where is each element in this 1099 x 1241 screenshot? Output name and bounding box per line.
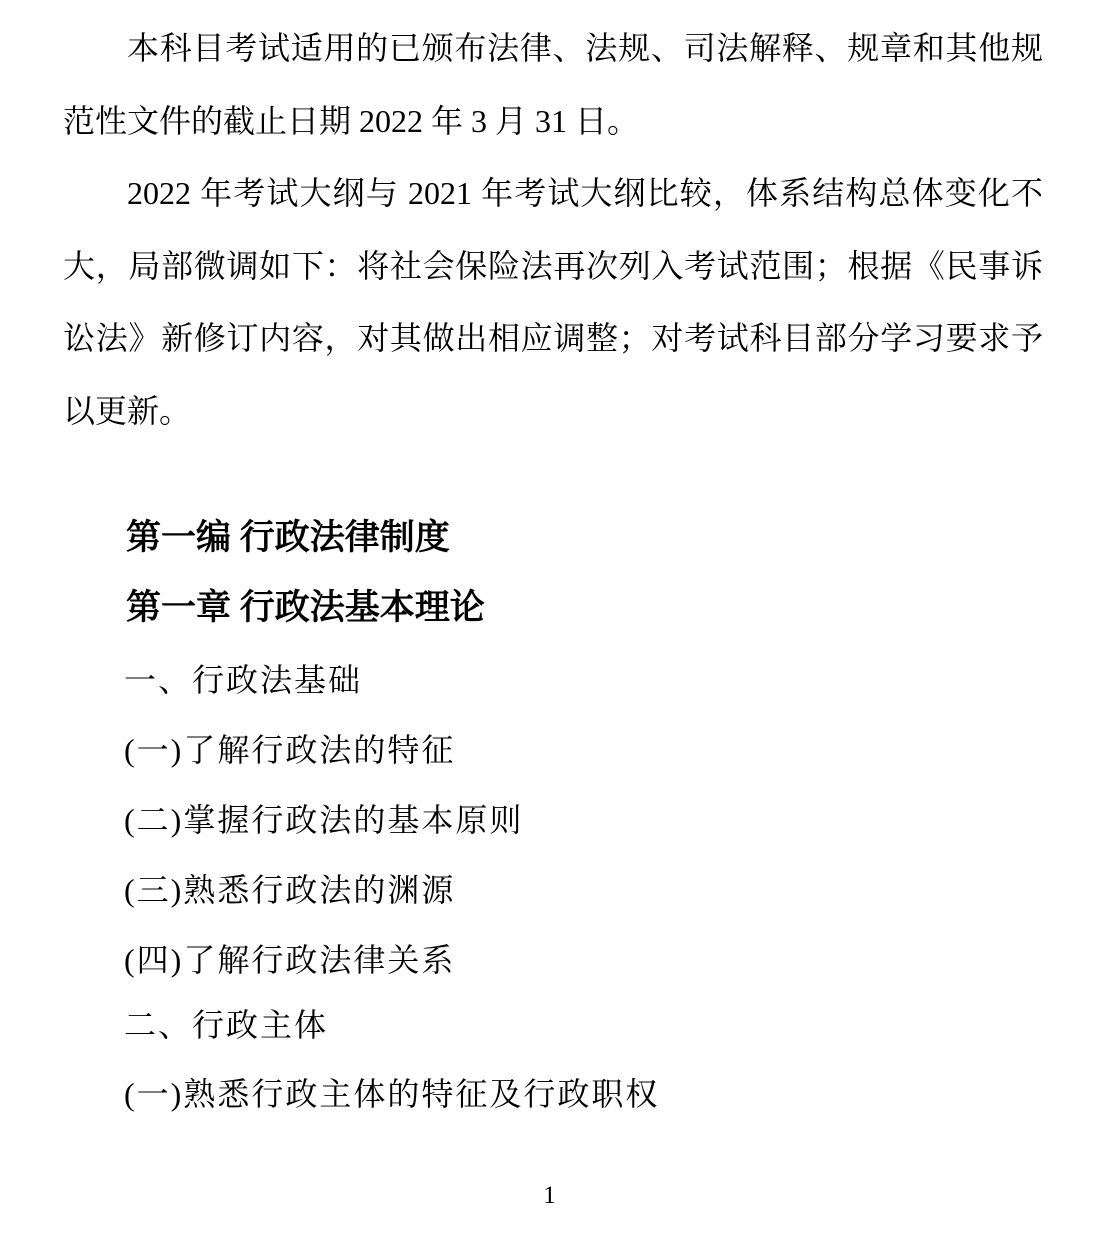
- page-number: 1: [543, 1182, 556, 1209]
- outline-item: 二、行政主体: [124, 1007, 329, 1043]
- body-paragraphs: [63, 12, 1043, 447]
- outline-item: (一)熟悉行政主体的特征及行政职权: [124, 1076, 660, 1112]
- outline-item: 一、行政法基础: [124, 662, 363, 698]
- outline-item: (三)熟悉行政法的渊源: [124, 872, 456, 908]
- paragraph: 本科目考试适用的已颁布法律、法规、司法解释、规章和其他规范性文件的截止日期 2022 年 3 月 31 日。: [63, 30, 1043, 139]
- outline-item: (二)掌握行政法的基本原则: [124, 802, 524, 838]
- part-heading: 第一编 行政法律制度: [126, 518, 450, 557]
- paragraph: 2022 年考试大纲与 2021 年考试大纲比较，体系结构总体变化不大，局部微调如下：将社会保险法再次列入考试范围；根据《民事诉讼法》新修订内容，对其做出相应调整；对考试科目部分学习要求予以更新。: [63, 175, 1043, 429]
- outline-item: (四)了解行政法律关系: [124, 942, 456, 978]
- chapter-heading: 第一章 行政法基本理论: [126, 588, 485, 627]
- outline-item: (一)了解行政法的特征: [124, 732, 456, 768]
